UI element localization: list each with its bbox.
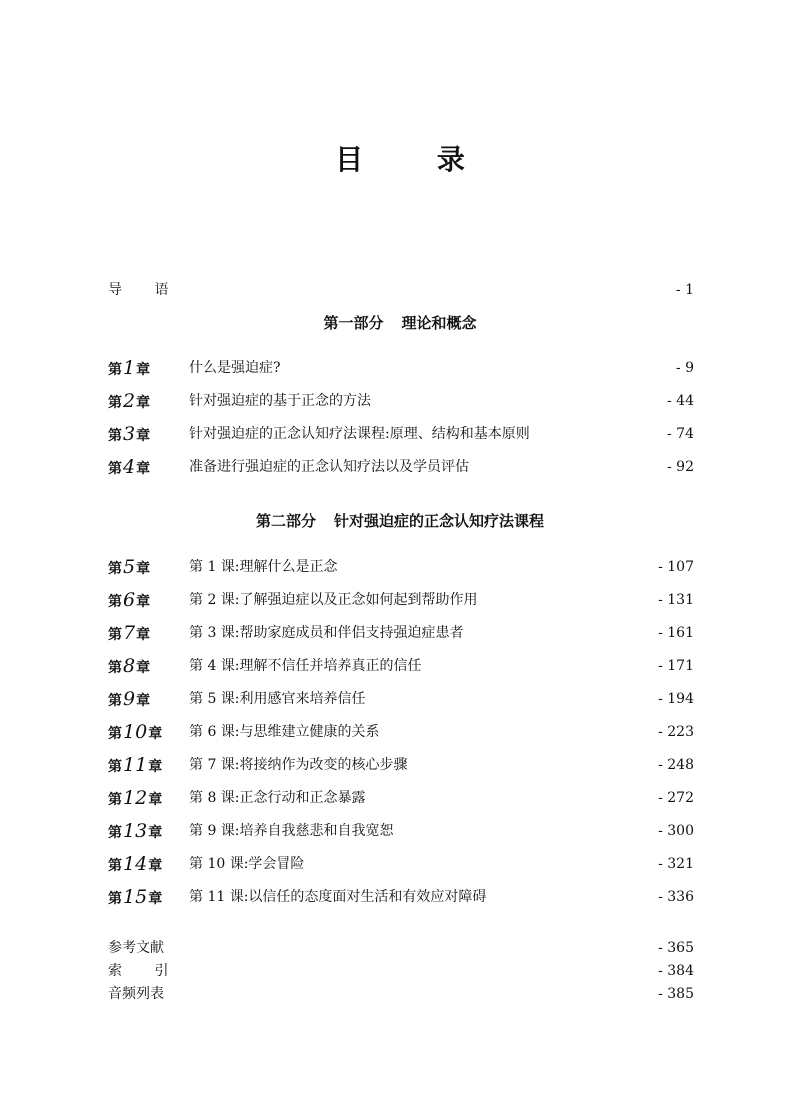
chapter-page: - 248 <box>658 757 694 773</box>
chapter-label: 第2章 <box>108 390 151 412</box>
chapter-page: - 131 <box>658 592 694 608</box>
chapter-title: 针对强迫症的正念认知疗法课程:原理、结构和基本原则 <box>189 426 530 442</box>
toc-entry-chapter-11[interactable] <box>108 755 694 775</box>
chapter-label: 第15章 <box>108 886 163 908</box>
intro-label: 导 语 <box>108 282 183 298</box>
chapter-page: - 223 <box>658 724 694 740</box>
chapter-label: 第3章 <box>108 423 151 445</box>
chapter-title: 针对强迫症的基于正念的方法 <box>189 393 371 409</box>
chapter-label: 第10章 <box>108 721 163 743</box>
chapter-page: - 74 <box>667 426 694 442</box>
toc-entry-chapter-3[interactable] <box>108 424 694 444</box>
toc-entry-chapter-6[interactable] <box>108 590 694 610</box>
toc-entry-references[interactable] <box>108 938 694 958</box>
chapter-label: 第14章 <box>108 853 163 875</box>
toc-entry-chapter-14[interactable] <box>108 854 694 874</box>
toc-entry-chapter-10[interactable] <box>108 722 694 742</box>
part-two-name: 针对强迫症的正念认知疗法课程 <box>334 512 545 530</box>
chapter-page: - 321 <box>658 856 694 872</box>
page-title: 目 录 <box>335 143 497 176</box>
toc-entry-chapter-4[interactable] <box>108 457 694 477</box>
chapter-label: 第1章 <box>108 357 151 379</box>
toc-entry-intro[interactable] <box>108 280 694 300</box>
chapter-title: 第 2 课:了解强迫症以及正念如何起到帮助作用 <box>189 592 478 608</box>
chapter-page: - 107 <box>658 559 694 575</box>
chapter-title: 第 11 课:以信任的态度面对生活和有效应对障碍 <box>189 889 487 905</box>
chapter-page: - 44 <box>667 393 694 409</box>
chapter-page: - 92 <box>667 459 694 475</box>
backmatter-page: - 365 <box>658 940 694 956</box>
chapter-title: 第 4 课:理解不信任并培养真正的信任 <box>189 658 422 674</box>
toc-entry-chapter-8[interactable] <box>108 656 694 676</box>
chapter-title: 什么是强迫症? <box>189 360 281 376</box>
toc-entry-chapter-12[interactable] <box>108 788 694 808</box>
toc-entry-chapter-5[interactable] <box>108 557 694 577</box>
chapter-title: 第 1 课:理解什么是正念 <box>189 559 338 575</box>
chapter-title: 第 6 课:与思维建立健康的关系 <box>189 724 380 740</box>
chapter-page: - 194 <box>658 691 694 707</box>
backmatter-page: - 385 <box>658 986 694 1002</box>
intro-page: - 1 <box>675 282 694 298</box>
chapter-label: 第11章 <box>108 754 163 776</box>
chapter-label: 第4章 <box>108 456 151 478</box>
chapter-label: 第8章 <box>108 655 151 677</box>
chapter-title: 第 9 课:培养自我慈悲和自我宽恕 <box>189 823 394 839</box>
chapter-label: 第5章 <box>108 556 151 578</box>
chapter-title: 第 8 课:正念行动和正念暴露 <box>189 790 366 806</box>
toc-entry-chapter-15[interactable] <box>108 887 694 907</box>
chapter-title: 第 3 课:帮助家庭成员和伴侣支持强迫症患者 <box>189 625 464 641</box>
chapter-label: 第6章 <box>108 589 151 611</box>
chapter-title: 第 10 课:学会冒险 <box>189 856 305 872</box>
chapter-title: 第 7 课:将接纳作为改变的核心步骤 <box>189 757 408 773</box>
chapter-page: - 272 <box>658 790 694 806</box>
chapter-page: - 161 <box>658 625 694 641</box>
chapter-page: - 9 <box>675 360 694 376</box>
part-two-heading <box>0 511 800 531</box>
part-one-heading <box>0 313 800 333</box>
backmatter-page: - 384 <box>658 963 694 979</box>
chapter-title: 准备进行强迫症的正念认知疗法以及学员评估 <box>189 459 469 475</box>
toc-entry-index[interactable] <box>108 961 694 981</box>
chapter-title: 第 5 课:利用感官来培养信任 <box>189 691 366 707</box>
chapter-label: 第12章 <box>108 787 163 809</box>
chapter-page: - 336 <box>658 889 694 905</box>
chapter-page: - 171 <box>658 658 694 674</box>
toc-entry-chapter-13[interactable] <box>108 821 694 841</box>
backmatter-label: 索 引 <box>108 963 183 979</box>
chapter-label: 第9章 <box>108 688 151 710</box>
toc-entry-chapter-2[interactable] <box>108 391 694 411</box>
chapter-label: 第13章 <box>108 820 163 842</box>
toc-entry-chapter-7[interactable] <box>108 623 694 643</box>
toc-entry-chapter-9[interactable] <box>108 689 694 709</box>
part-one-label: 第一部分 <box>323 314 384 332</box>
chapter-page: - 300 <box>658 823 694 839</box>
chapter-label: 第7章 <box>108 622 151 644</box>
backmatter-label: 参考文献 <box>108 940 164 956</box>
part-one-name: 理论和概念 <box>401 314 477 332</box>
backmatter-label: 音频列表 <box>108 986 164 1002</box>
toc-entry-audio-list[interactable] <box>108 984 694 1004</box>
part-two-label: 第二部分 <box>255 512 316 530</box>
toc-entry-chapter-1[interactable] <box>108 358 694 378</box>
